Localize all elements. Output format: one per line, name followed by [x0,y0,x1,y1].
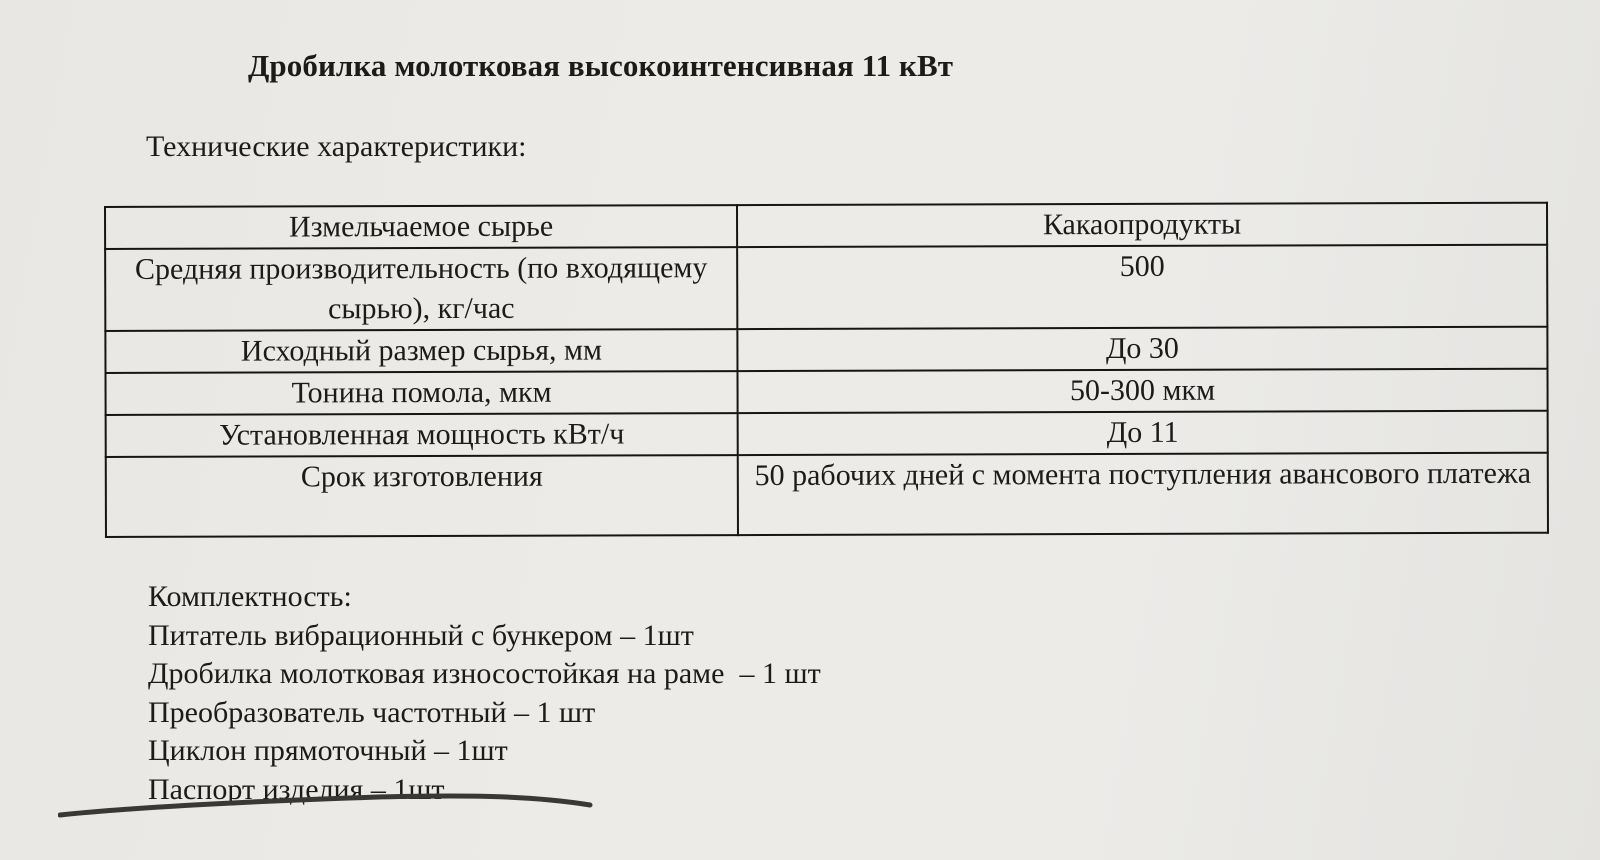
complect-item-struck: Паспорт изделия – 1шт [148,772,445,806]
table-row [105,327,1547,373]
spec-value: До 11 [738,411,1548,455]
spec-parameter: Средняя производительность (по входящему сырью), кг/час [105,247,737,331]
specs-table [104,202,1549,538]
spec-parameter: Тонина помола, мкм [105,371,737,415]
spec-value: 50-300 мкм [737,369,1547,413]
complect-section [148,578,821,809]
spec-value: До 30 [737,327,1547,371]
table-row [105,369,1547,415]
spec-parameter: Измельчаемое сырье [105,205,737,249]
spec-value: Какаопродукты [737,203,1547,247]
complect-item: Преобразователь частотный – 1 шт [148,695,596,729]
spec-parameter: Установленная мощность кВт/ч [106,413,738,457]
spec-value: 500 [737,245,1547,329]
table-row [105,245,1547,331]
specs-heading: Технические характеристики: [146,130,527,163]
complect-item: Питатель вибрационный с бункером – 1шт [148,618,694,652]
complect-item: Циклон прямоточный – 1шт [148,734,508,767]
table-row [106,453,1548,537]
complect-heading: Комплектность: [148,580,352,613]
document-title: Дробилка молотковая высокоинтенсивная 11 кВт [248,48,954,83]
spec-parameter: Срок изготовления [106,455,738,537]
spec-value: 50 рабочих дней с момента поступления авансового платежа [738,453,1548,535]
complect-item: Дробилка молотковая износостойкая на раме – 1 шт [148,657,821,690]
table-row [105,203,1547,249]
spec-parameter: Исходный размер сырья, мм [105,329,737,373]
table-row [106,411,1548,457]
